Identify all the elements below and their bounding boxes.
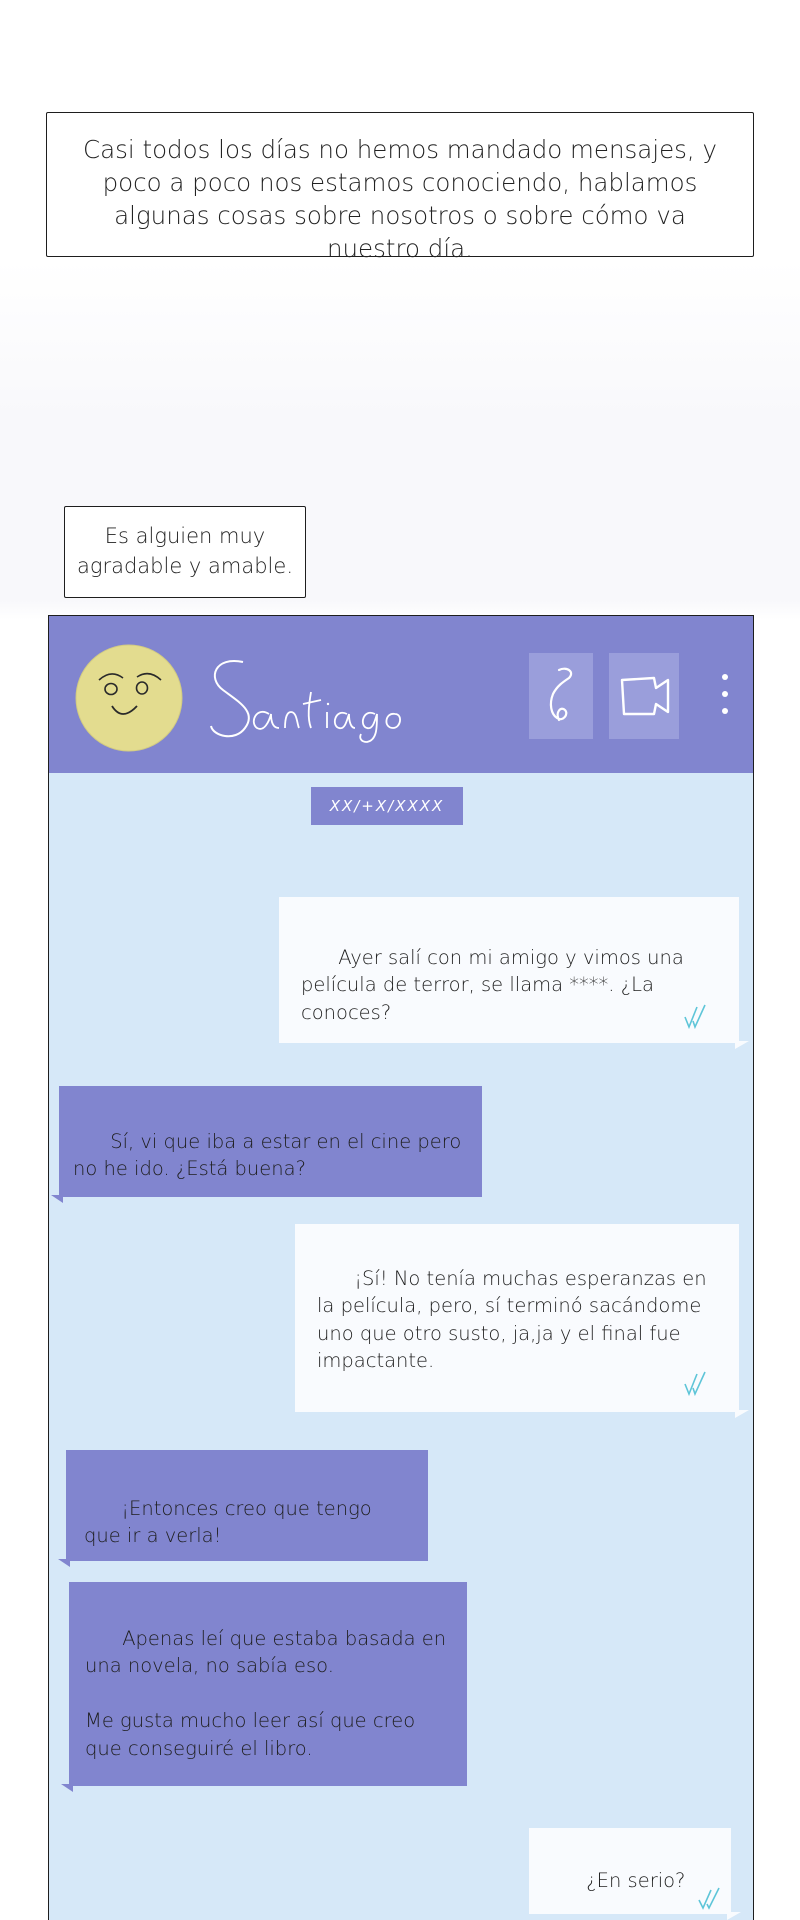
double-check-icon: [681, 1001, 711, 1031]
date-separator: [311, 787, 463, 825]
message-text: ¡Sí! No tenía muchas esperanzas en la película, pero, sí terminó sacándome uno que otro susto, ja,ja y el final fue impactante.: [317, 1266, 713, 1372]
more-options-button[interactable]: [715, 671, 735, 719]
message-text: ¡Entonces creo que tengo que ir a verla!: [84, 1496, 378, 1547]
date-label: XX/+X/XXXX: [329, 797, 445, 815]
double-check-icon: [681, 1368, 711, 1398]
bubble-tail: [58, 1559, 70, 1567]
narration-box-top: [46, 112, 754, 263]
contact-name-text: Santiago: [209, 656, 214, 657]
message-text: ¿En serio?: [586, 1868, 686, 1892]
message-text: Ayer salí con mi amigo y vimos una película de terror, se llama ****. ¿La conoces?: [301, 945, 690, 1024]
video-camera-icon: [616, 670, 672, 722]
contact-name-lettering: [209, 656, 409, 746]
narration-text-small: Es alguien muy agradable y amable.: [77, 524, 293, 578]
chat-screen: [48, 615, 754, 1920]
message-text: Apenas leí que estaba basada en una novela, no sabía eso. Me gusta mucho leer así que creo que conseguiré el libro.: [85, 1626, 447, 1760]
bubble-tail: [735, 1410, 749, 1418]
call-button[interactable]: [529, 653, 593, 739]
message-bubble-incoming[interactable]: [66, 1450, 428, 1561]
bubble-tail: [61, 1784, 73, 1792]
message-bubble-incoming[interactable]: [59, 1086, 482, 1197]
message-bubble-incoming[interactable]: [69, 1582, 467, 1786]
double-check-icon: [695, 1882, 725, 1912]
video-call-button[interactable]: [609, 653, 679, 739]
narration-box-small: [64, 506, 306, 598]
bubble-tail: [727, 1912, 741, 1920]
chat-header: [49, 616, 753, 773]
message-bubble-outgoing[interactable]: [279, 897, 739, 1043]
narration-text-top: Casi todos los días no hemos mandado mensajes, y poco a poco nos estamos conociendo, hablamos algunas cosas sobre nosotros o sobre cómo va nuestro día.: [82, 135, 718, 263]
bubble-tail: [735, 1041, 749, 1049]
smiley-face-icon[interactable]: [75, 644, 183, 752]
phone-icon: [539, 664, 583, 728]
message-bubble-outgoing[interactable]: [295, 1224, 739, 1412]
bubble-tail: [51, 1195, 63, 1203]
message-text: Sí, vi que iba a estar en el cine pero no he ido. ¿Está buena?: [73, 1129, 468, 1180]
message-bubble-outgoing[interactable]: [529, 1828, 731, 1914]
kebab-menu-icon: [715, 671, 735, 719]
contact-name[interactable]: [209, 656, 409, 746]
